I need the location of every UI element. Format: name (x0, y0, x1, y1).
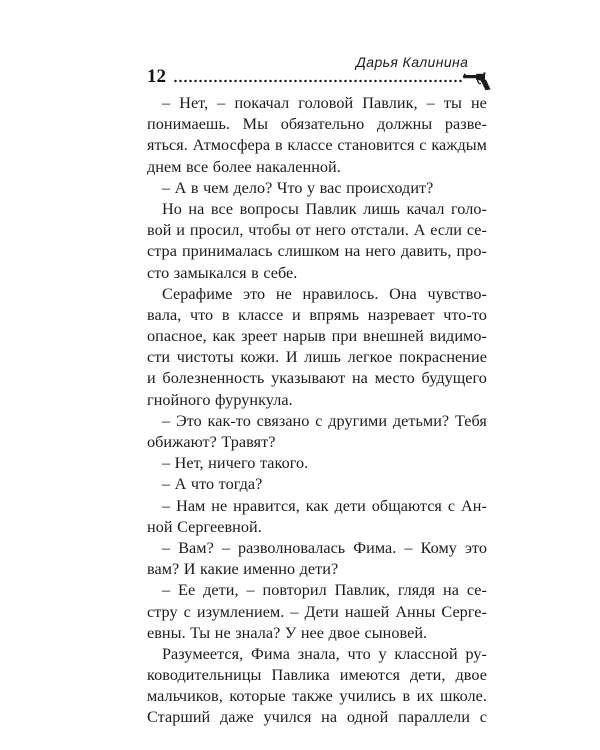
word: какие (200, 560, 239, 579)
word: замыкался (173, 263, 247, 282)
word: – (162, 538, 171, 557)
text-line (147, 93, 487, 114)
word: чем (203, 178, 229, 197)
word: указывают (271, 369, 346, 388)
word: вой (147, 221, 172, 240)
text-line (147, 453, 487, 474)
word: Фима. (353, 538, 397, 557)
text-line (147, 199, 487, 220)
word: стра (147, 242, 177, 261)
word: мальчиков, (147, 687, 223, 706)
word: Ее (178, 581, 196, 600)
word: в (221, 305, 230, 324)
word: понимаешь. (147, 115, 230, 134)
word: Травят? (221, 433, 276, 451)
word: принималась (181, 242, 273, 261)
body-text (147, 93, 487, 729)
word: Павлик, (334, 581, 390, 600)
word: Серафиме (162, 284, 233, 303)
word: – (426, 94, 435, 112)
word: внешней (363, 327, 424, 346)
word: А (174, 475, 187, 494)
word: – (162, 178, 171, 197)
word: дело? (233, 178, 273, 197)
word: – (162, 496, 171, 515)
word: болезненность (162, 369, 265, 388)
word: слишком (277, 242, 340, 261)
word: головой (298, 94, 354, 112)
word: Ан- (461, 496, 487, 515)
word: знала, (297, 644, 340, 663)
word: Ты (190, 623, 211, 642)
word: если (430, 221, 463, 240)
word: Мы (242, 115, 269, 134)
word: Старший (147, 708, 211, 727)
text-line (147, 496, 487, 517)
word: классной (394, 644, 458, 663)
word: чтобы (248, 221, 291, 240)
word: качал (406, 199, 445, 218)
word: Но (162, 199, 182, 218)
word: двое (328, 623, 360, 642)
word: нарыв (283, 327, 326, 346)
word: и (176, 221, 186, 240)
word: дети, (203, 581, 239, 600)
word: Сергеевной. (177, 517, 262, 536)
word: все (210, 199, 234, 218)
word: при (331, 327, 358, 346)
word: – (162, 411, 171, 430)
word: Серге- (441, 602, 487, 621)
word: у (307, 178, 316, 197)
word: Атмосфера (192, 136, 271, 155)
text-line (147, 707, 487, 728)
word: в (251, 263, 259, 282)
word: обязательно (280, 115, 365, 134)
word: ководительницы (147, 666, 262, 685)
word: именно (243, 560, 296, 579)
word: про- (456, 242, 487, 261)
word: сто (147, 263, 170, 282)
word: детьми? (392, 411, 450, 430)
word: легкое (347, 348, 393, 367)
word: накаленной. (256, 157, 341, 176)
word: ной (147, 517, 173, 536)
text-line (147, 241, 487, 262)
text-line (147, 665, 487, 686)
word: от (295, 221, 311, 240)
word: такого. (259, 454, 309, 473)
word: обижают? (147, 433, 217, 451)
word: классе (238, 305, 284, 324)
word: Разумеется, (162, 644, 244, 663)
word: в (402, 687, 411, 706)
text-line (147, 686, 487, 707)
word: лишь (363, 199, 400, 218)
word: голо- (450, 199, 487, 218)
word: не (470, 94, 487, 112)
text-line (147, 432, 487, 453)
word: сыновей. (364, 623, 428, 642)
page-number: 12 (147, 66, 166, 87)
word: двое (455, 666, 487, 685)
word: общаются (371, 496, 442, 515)
word: себе. (263, 263, 298, 282)
word: что-то (443, 305, 487, 324)
word: – (246, 581, 255, 600)
word: с (447, 496, 456, 515)
word: их (416, 687, 434, 706)
text-line (147, 284, 487, 305)
word: это (464, 538, 487, 557)
word: это (243, 284, 266, 303)
word: А (174, 178, 187, 197)
word: Она (389, 284, 417, 303)
word: Что (276, 178, 303, 197)
word: У (284, 623, 297, 642)
text-line (147, 178, 487, 199)
word: давить, (400, 242, 452, 261)
word: на (351, 369, 368, 388)
word: место (374, 369, 415, 388)
word: с (479, 708, 487, 727)
text-line (147, 157, 487, 178)
word: имеются (339, 666, 400, 685)
word: каждым (431, 136, 487, 155)
word: которые (229, 687, 286, 706)
text-line (147, 517, 487, 538)
word: более (212, 157, 252, 176)
word: дети, (410, 666, 446, 685)
word: становится (337, 136, 415, 155)
text-line (147, 305, 487, 326)
word: него (315, 221, 346, 240)
word: повторил (262, 581, 327, 600)
word: фурункула. (215, 390, 293, 409)
word: – (217, 94, 226, 112)
word: вала, (147, 305, 182, 324)
word: нравится, (233, 496, 300, 515)
word: се- (466, 221, 487, 240)
word: – (404, 538, 413, 557)
text-line (147, 347, 487, 368)
word: чистоты (176, 348, 234, 367)
word: другими (328, 411, 388, 430)
text-line (147, 220, 487, 241)
word: видимо- (429, 327, 487, 346)
word: что (190, 475, 215, 494)
word: нее (300, 623, 325, 642)
word: у (378, 644, 387, 663)
text-line (147, 390, 487, 411)
word: классе (287, 136, 333, 155)
word: Тебя (454, 411, 487, 430)
word: впрямь (309, 305, 360, 324)
word: как-то (207, 411, 251, 430)
word: и (147, 369, 156, 388)
word: учились (339, 687, 396, 706)
word: Павлик (305, 199, 357, 218)
text-line (147, 602, 487, 623)
word: изумлением. (196, 602, 285, 621)
text-line (147, 580, 487, 601)
word: вам? (147, 560, 180, 579)
word: Кому (420, 538, 457, 557)
word: И (183, 560, 196, 579)
word: – (162, 475, 171, 494)
word: Фима (250, 644, 290, 663)
word: Нам (176, 496, 206, 515)
text-line (147, 644, 487, 665)
word: на (188, 199, 205, 218)
word: евны. (147, 623, 186, 642)
word: происходит? (346, 178, 434, 197)
text-line (147, 114, 487, 135)
word: в (274, 136, 283, 155)
word: на (442, 581, 459, 600)
word: даже (220, 708, 254, 727)
revolver-icon (463, 71, 493, 91)
word: на (321, 708, 338, 727)
text-line (147, 411, 487, 432)
word: учился (263, 708, 312, 727)
word: не (211, 496, 228, 515)
word: дети? (299, 560, 339, 579)
word: и (291, 305, 301, 324)
word: Вам? (178, 538, 214, 557)
word: него (365, 242, 396, 261)
word: будущего (421, 369, 487, 388)
word: нравилось. (302, 284, 379, 303)
running-header-author: Дарья Калинина (356, 54, 469, 70)
word: Нет, (179, 94, 209, 112)
text-line (147, 368, 487, 389)
word: как (305, 496, 329, 515)
word: с (315, 411, 323, 430)
word: Павлик, (362, 94, 418, 112)
word: одной (346, 708, 389, 727)
word: как (212, 327, 236, 346)
word: днем (147, 157, 182, 176)
word: Дети (304, 602, 339, 621)
word: все (186, 157, 209, 176)
word: на (344, 242, 361, 261)
word: – (162, 581, 171, 600)
word: в (190, 178, 199, 197)
word: И (285, 348, 298, 367)
word: с (183, 602, 191, 621)
word: дети (334, 496, 366, 515)
word: яться. (147, 136, 188, 155)
word: лишь (304, 348, 341, 367)
word: гнойного (147, 390, 211, 409)
dotted-leader-divider (173, 79, 463, 83)
text-line (147, 326, 487, 347)
word: – (162, 454, 171, 473)
word: покачал (234, 94, 290, 112)
word: опасное, (147, 327, 207, 346)
word: – (221, 538, 230, 557)
word: не (275, 284, 292, 303)
text-line (147, 263, 487, 284)
word: ру- (465, 644, 487, 663)
word: не (214, 623, 231, 642)
word: также (292, 687, 333, 706)
word: зреет (241, 327, 278, 346)
word: вопросы (239, 199, 299, 218)
word: – (290, 602, 299, 621)
word: вас (319, 178, 342, 197)
word: ничего (208, 454, 256, 473)
word: разве- (444, 115, 487, 134)
word: что (347, 644, 371, 663)
word: сти (147, 348, 171, 367)
word: Анны (395, 602, 436, 621)
word: ты (443, 94, 462, 112)
word: разволновалась (238, 538, 346, 557)
word: глядя (397, 581, 436, 600)
word: параллели (398, 708, 470, 727)
word: Это (175, 411, 202, 430)
word: знала? (235, 623, 281, 642)
text-line (147, 538, 487, 559)
text-line (147, 559, 487, 580)
word: А (413, 221, 426, 240)
text-line (147, 623, 487, 644)
word: кожи. (240, 348, 280, 367)
word: чувство- (427, 284, 487, 303)
word: отстали. (350, 221, 409, 240)
word: связано (256, 411, 310, 430)
word: просил, (189, 221, 244, 240)
word: Павлика (271, 666, 330, 685)
word: тогда? (218, 475, 263, 494)
word: стру (147, 602, 178, 621)
word: покраснение (398, 348, 487, 367)
word: должны (376, 115, 433, 134)
word: назревает (367, 305, 435, 324)
text-line (147, 474, 487, 495)
word: школе. (439, 687, 487, 706)
word: что (189, 305, 214, 324)
word: нашей (344, 602, 390, 621)
word: Нет, (174, 454, 204, 473)
word: се- (466, 581, 487, 600)
word: – (162, 94, 171, 112)
text-line (147, 135, 487, 156)
word: с (419, 136, 427, 155)
